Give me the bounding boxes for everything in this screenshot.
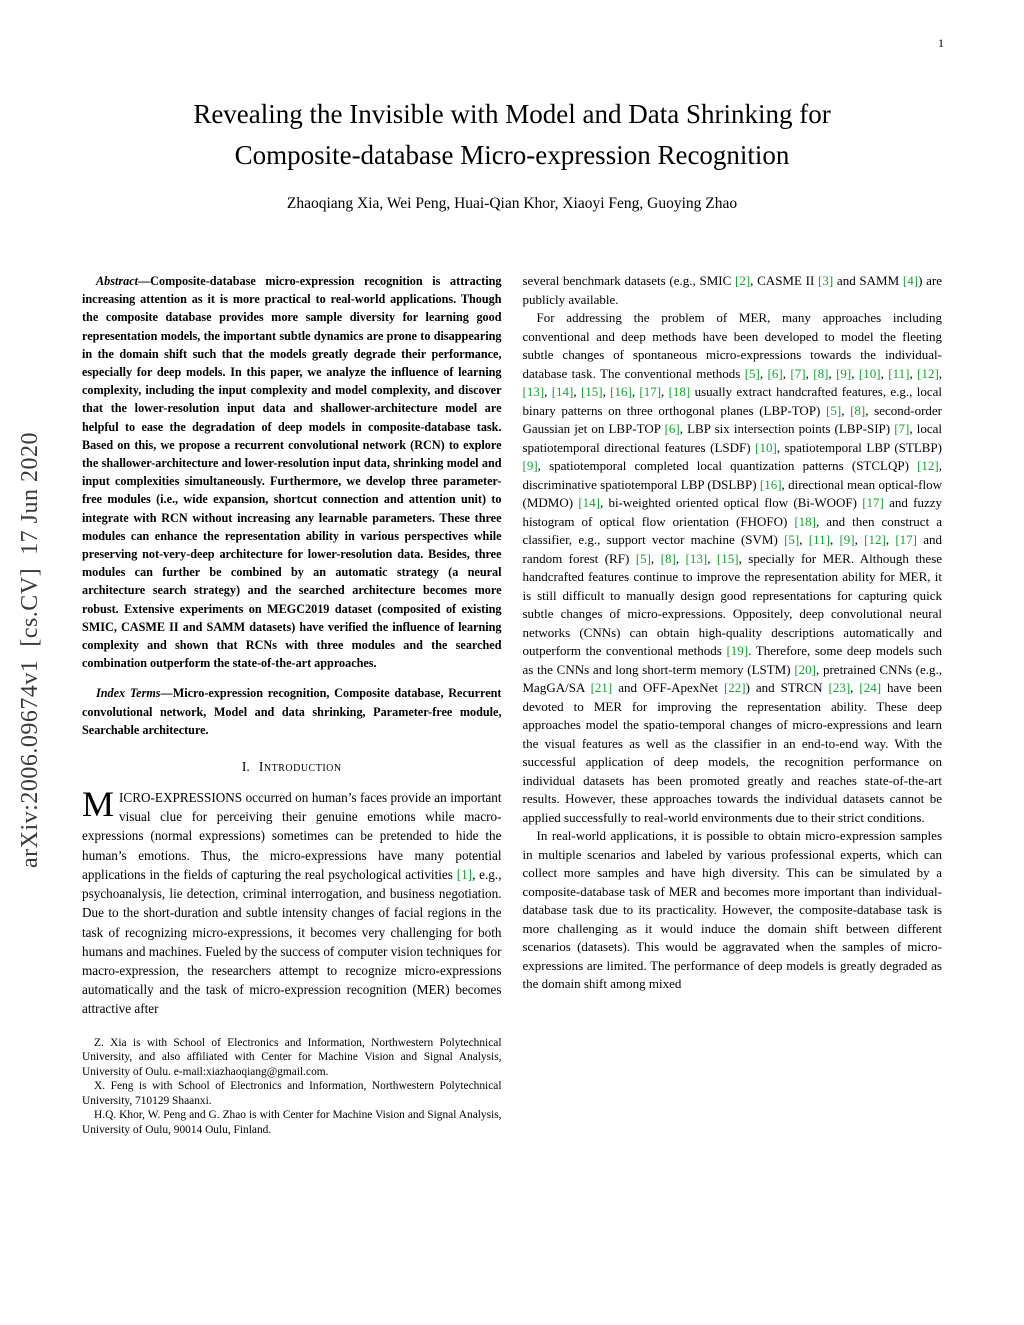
citation-link[interactable]: [19] (726, 643, 749, 658)
intro-paragraph-1 (82, 784, 502, 1018)
citation-link[interactable]: [12] (864, 532, 886, 547)
title-block (0, 94, 1024, 213)
section-title: Introduction (258, 759, 342, 775)
right-paragraph-2: For addressing the problem of MER, many approaches including conventional and deep methods have been developed to model the fleeting subtle changes of spontaneous micro-expressions towards the individual-database task. The conventional methods [5], [6], [7], [8], [9], [10], [11], [12], [13], [14], [15], [16], [17], [18] usually extract handcrafted features, e.g., local binary patterns on three orthogonal planes (LBP-TOP) [5], [8], second-order Gaussian jet on LBP-TOP [6], LBP six intersection points (LBP-SIP) [7], local spatiotemporal directional features (LSDF) [10], spatiotemporal LBP (STLBP) [9], spatiotemporal completed local quantization patterns (STCLQP) [12], discriminative spatiotemporal LBP (DSLBP) [16], directional mean optical-flow (MDMO) [14], bi-weighted oriented optical flow (Bi-WOOF) [17] and fuzzy histogram of optical flow orientation (FHOFO) [18], and then construct a classifier, e.g., support vector machine (SVM) [5], [11], [9], [12], [17] and random forest (RF) [5], [8], [13], [15], specially for MER. Although these handcrafted features continue to improve the representation ability for MER, it is still difficult to manually design good representations for capturing quick subtle changes of micro-expressions. Oppositely, deep convolutional neural networks (CNNs) can obtain high-quality descriptions automatically and outperform the conventional methods [19]. Therefore, some deep models such as the CNNs and long short-term memory (LSTM) [20], pretrained CNNs (e.g., MagGA/SA [21] and OFF-ApexNet [22]) and STRCN [23], [24] have been devoted to MER for improving the representation ability. These deep approaches model the spatio-temporal changes of micro-expressions and learn the visual features as well as the classifier in an end-to-end way. With the successful application of deep models, the recognition performance on individual datasets has been promoted greatly and reaches state-of-the-art results. However, these approaches towards the individual datasets cannot be applied successfully to real-world environments due to their strict conditions. (522, 310, 942, 825)
right-paragraph-3: In real-world applications, it is possible to obtain micro-expression samples in multiple scenarios and labeled by various professional experts, which can collect more samples and have high diversity. This can be simulated by a composite-database task of MER and becomes more important than individual-database task due to its practicality. However, the composite-database task is more challenging as it would induce the domain shift between different scenarios (datasets). This would be aggravated when the samples of micro-expressions are limited. The performance of deep models is greatly degraded as the domain shift among mixed (522, 828, 942, 991)
citation-link[interactable]: [6] (664, 421, 680, 436)
intro-paragraph-1-text: ICRO-EXPRESSIONS occurred on human’s faces provide an important visual clue for perceiving their genuine emotions while macro-expressions (normal expressions) sometimes can be pretended to hide the human’s emotions. Thus, the micro-expressions have many potential applications in the fields of capturing the real psychological activities [1], e.g., psychoanalysis, lie detection, criminal interrogation, and business negotiation. Due to the short-duration and subtle intensity changes of facial regions in the task of recognizing micro-expressions, it becomes very challenging for both humans and machines. Fueled by the success of computer vision techniques for macro-expression, the researchers attempt to recognize micro-expressions automatically and the task of micro-expression recognition (MER) becomes attractive after (82, 790, 502, 1017)
citation-link[interactable]: [9] (522, 458, 538, 473)
arxiv-banner: arXiv:2006.09674v1 [cs.CV] 17 Jun 2020 (17, 432, 43, 868)
citation-link[interactable]: [7] (790, 365, 806, 381)
citation-link[interactable]: [8] (813, 365, 829, 381)
dropcap: M (82, 784, 115, 825)
citation-link[interactable]: [14] (551, 384, 574, 399)
citation-link[interactable]: [5] (826, 402, 842, 418)
citation-link[interactable]: [10] (858, 365, 881, 381)
citation-link[interactable]: [6] (767, 365, 783, 381)
author-footnotes (82, 1036, 502, 1138)
citation-link[interactable]: [17] (862, 495, 884, 510)
citation-link[interactable]: [15] (580, 384, 603, 399)
author-list: Zhaoqiang Xia, Wei Peng, Huai-Qian Khor, Xiaoyi Feng, Guoying Zhao (286, 195, 738, 212)
citation-link[interactable]: [8] (850, 402, 866, 418)
footnote-1: Z. Xia is with School of Electronics and Information, Northwestern Polytechnical University, and also affiliated with Center for Machine Vision and Signal Analysis, University of Oulu. e-mail:xiazhaoqiang@gmail.com. (82, 1036, 502, 1078)
section-number: I. (241, 759, 250, 775)
abstract-text: —Composite-database micro-expression recognition is attracting increasing attention as it is more practical to real-world applications. Though the composite database provides more sample diversity for learning good representation models, the important subtle dynamics are prone to disappearing in the domain shift such that the models greatly degrade their performance, especially for deep models. In this paper, we analyze the influence of learning complexity, including the input complexity and model complexity, and discover that the lower-resolution input data and shallower-architecture model are helpful to ease the degradation of deep models in composite-database task. Based on this, we propose a recurrent convolutional network (RCN) to explore the shallower-architecture and lower-resolution input data, shrinking model and input complexities simultaneously. Furthermore, we develop three parameter-free modules (i.e., wide expansion, shortcut connection and attention unit) to integrate with RCN without increasing any learnable parameters. These three modules can enhance the representation ability in various perspectives while preserving not-very-deep architecture for lower-resolution data. Besides, three modules can further be combined by an automatic strategy (a neural architecture search strategy) and the searched architecture becomes more robust. Extensive experiments on MEGC2019 dataset (composited of existing SMIC, CASME II and SAMM datasets) have verified the influence of learning complexity and shown that RCNs with three modules and the searched combination outperform the state-of-the-art approaches. (82, 274, 502, 671)
citation-link[interactable]: [13] (685, 550, 708, 566)
left-column (82, 272, 502, 1270)
citation-link[interactable]: [17] (895, 532, 917, 547)
citation-link[interactable]: [18] (794, 513, 817, 529)
footnote-3: H.Q. Khor, W. Peng and G. Zhao is with Center for Machine Vision and Signal Analysis, University of Oulu, 90014 Oulu, Finland. (82, 1109, 502, 1137)
citation-link[interactable]: [4] (902, 273, 919, 288)
citation-link[interactable]: [15] (716, 550, 739, 566)
citation-link[interactable]: [17] (639, 384, 662, 399)
page-number: 1 (938, 36, 944, 50)
index-terms-text: —Micro-expression recognition, Composite database, Recurrent convolutional network, Model and data shrinking, Parameter-free module, Searchable architecture. (82, 686, 502, 737)
section-heading-introduction (82, 759, 502, 775)
abstract-label: Abstract (96, 274, 138, 288)
citation-link[interactable]: [18] (668, 384, 691, 399)
index-terms-paragraph (82, 684, 502, 739)
citation-link[interactable]: [9] (836, 365, 852, 381)
citation-link[interactable]: [20] (794, 661, 816, 677)
citation-link[interactable]: [5] (784, 532, 800, 547)
citation-link[interactable]: [7] (894, 421, 910, 436)
right-column (523, 272, 943, 1270)
paper-title-line1: Revealing the Invisible with Model and Data Shrinking for (193, 99, 831, 129)
citation-link[interactable]: [21] (590, 680, 613, 695)
citation-link[interactable]: [3] (818, 273, 834, 288)
index-terms-label: Index Terms (96, 686, 161, 701)
citation-link[interactable]: [5] (635, 550, 651, 566)
citation-link[interactable]: [8] (660, 550, 676, 566)
citation-link[interactable]: [12] (917, 458, 939, 473)
citation-link[interactable]: [24] (859, 680, 882, 695)
citation-link[interactable]: [1] (456, 866, 473, 882)
citation-link[interactable]: [9] (839, 532, 855, 547)
footnote-2: X. Feng is with School of Electronics and Information, Northwestern Polytechnical University, 710129 Shaanxi. (82, 1080, 502, 1107)
citation-link[interactable]: [5] (744, 365, 760, 381)
citation-link[interactable]: [16] (610, 384, 632, 399)
right-paragraph-1: several benchmark datasets (e.g., SMIC [2], CASME II [3] and SAMM [4]) are publicly available. (522, 273, 942, 307)
paper-title-line2: Composite-database Micro-expression Recognition (234, 140, 790, 170)
citation-link[interactable]: [11] (808, 532, 830, 547)
citation-link[interactable]: [2] (734, 273, 751, 288)
citation-link[interactable]: [11] (888, 365, 910, 381)
two-column-body (82, 272, 942, 1270)
paper-title (0, 94, 1024, 176)
citation-link[interactable]: [12] (917, 365, 939, 381)
citation-link[interactable]: [14] (578, 495, 600, 510)
citation-link[interactable]: [22] (723, 680, 746, 695)
abstract-paragraph (82, 272, 502, 672)
citation-link[interactable]: [16] (759, 476, 782, 492)
citation-link[interactable]: [23] (828, 680, 851, 695)
citation-link[interactable]: [10] (755, 439, 777, 455)
citation-link[interactable]: [13] (522, 384, 545, 399)
